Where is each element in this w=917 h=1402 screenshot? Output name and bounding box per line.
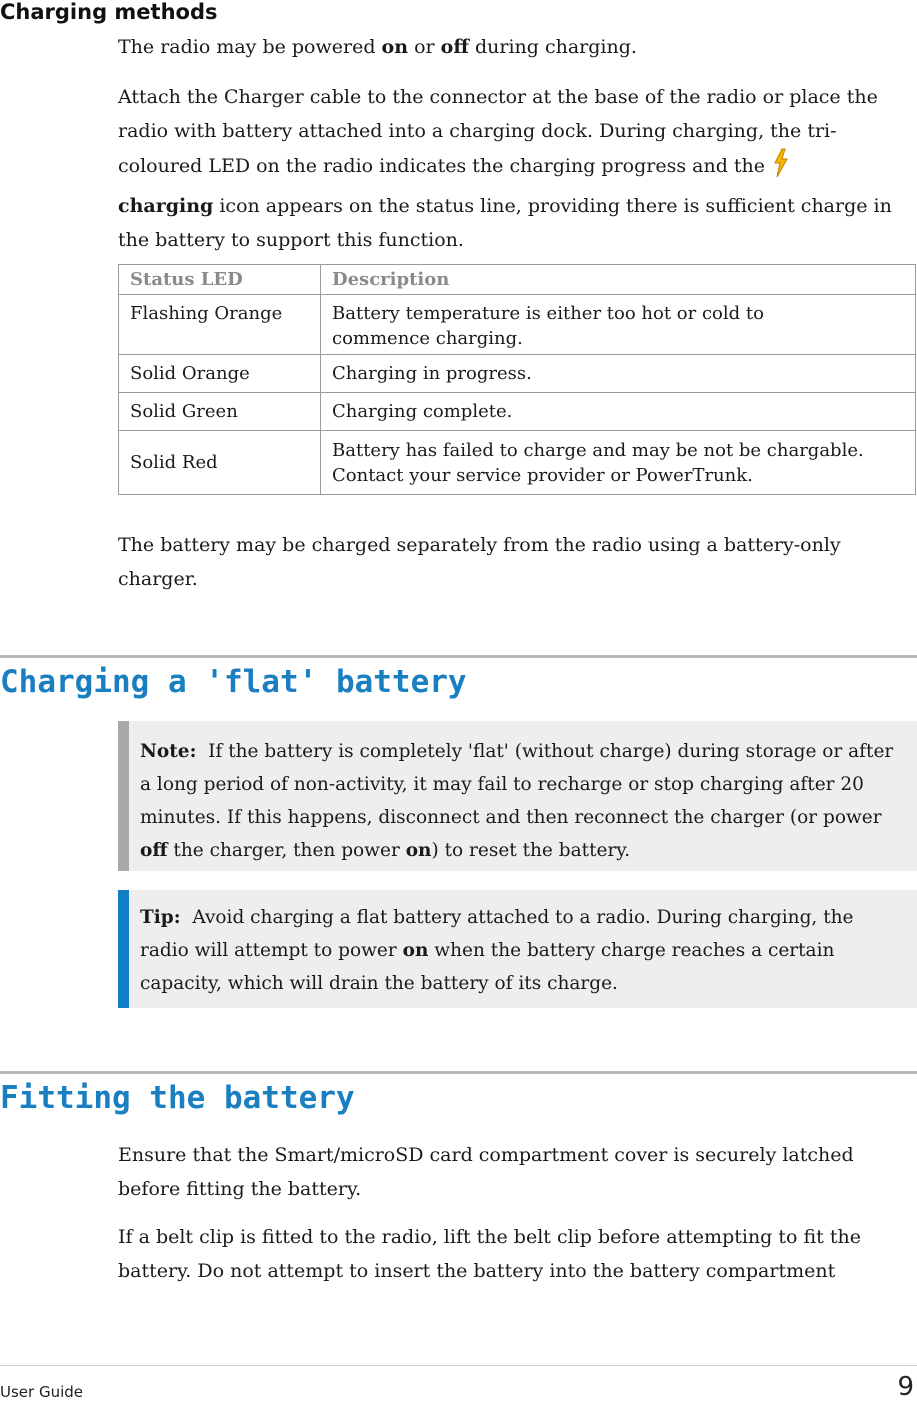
table-row	[119, 431, 916, 495]
led-status-cell: Solid Green	[119, 393, 321, 431]
section-divider	[0, 1071, 917, 1074]
section-divider	[0, 655, 917, 658]
text-run: when the battery charge reaches a certain capacity, which will drain the battery of its charge.	[140, 940, 835, 994]
text-run: If the battery is completely 'flat' (without charge) during storage or after a long period of non-activity, it may fail to recharge or stop charging after 20 minutes. If this happens, disconnect and then reconnect the charger (or power	[140, 741, 894, 828]
text-run: The radio may be powered	[118, 36, 382, 58]
column-header-description: Description	[321, 265, 916, 295]
page-number: 9	[897, 1372, 914, 1402]
status-led-table	[118, 264, 916, 495]
text-run: Attach the Charger cable to the connector at the base of the radio or place the radio with battery attached into a charging dock. During charging, the tri-coloured LED on the radio indicates the charging progress and the	[118, 86, 878, 177]
footer-divider	[0, 1365, 917, 1366]
powered-paragraph	[118, 30, 898, 64]
text-run: Avoid charging a flat battery attached to a radio. During charging, the radio will attempt to power	[140, 907, 854, 961]
led-description-cell: Battery temperature is either too hot or cold to commence charging.	[321, 295, 916, 355]
table-row	[119, 295, 916, 355]
led-status-cell: Solid Red	[119, 431, 321, 495]
charging-methods-heading: Charging methods	[0, 0, 218, 24]
text-run: icon appears on the status line, providing there is sufficient charge in the battery to support this function.	[118, 195, 892, 251]
tip-bar	[118, 890, 129, 1008]
led-status-cell: Solid Orange	[119, 355, 321, 393]
flat-battery-heading: Charging a 'flat' battery	[0, 664, 467, 700]
led-description-cell: Battery has failed to charge and may be not be chargable. Contact your service provider or PowerTrunk.	[321, 431, 916, 495]
text-run: the charger, then power	[167, 840, 406, 861]
text-run: during charging.	[468, 36, 637, 58]
table-row	[119, 355, 916, 393]
bold-on: on	[405, 840, 432, 861]
text-run: or	[408, 36, 441, 58]
table-row	[119, 393, 916, 431]
separate-charging-paragraph: The battery may be charged separately from the radio using a battery-only charger.	[118, 534, 841, 590]
bold-off: off	[440, 36, 469, 58]
tip-label: Tip:	[140, 907, 181, 928]
led-description-cell: Charging complete.	[321, 393, 916, 431]
belt-clip-paragraph: If a belt clip is fitted to the radio, lift the belt clip before attempting to fit the battery. Do not attempt to insert the battery into the battery compartment	[118, 1226, 861, 1282]
bold-off: off	[140, 840, 168, 861]
bold-charging: charging	[118, 195, 214, 217]
bold-on: on	[402, 940, 429, 961]
note-label: Note:	[140, 741, 197, 762]
fitting-battery-heading: Fitting the battery	[0, 1080, 355, 1116]
table-header-row	[119, 265, 916, 295]
tip-callout	[118, 890, 917, 1008]
note-bar	[118, 721, 129, 871]
column-header-status-led: Status LED	[119, 265, 321, 295]
led-description-cell: Charging in progress.	[321, 355, 916, 393]
led-status-cell: Flashing Orange	[119, 295, 321, 355]
compartment-cover-paragraph: Ensure that the Smart/microSD card compartment cover is securely latched before fitting the battery.	[118, 1144, 854, 1200]
text-run: ) to reset the battery.	[431, 840, 631, 861]
footer-title: User Guide	[0, 1383, 84, 1401]
note-callout	[118, 721, 917, 871]
attach-charger-paragraph	[118, 80, 916, 257]
charging-bolt-icon	[773, 148, 789, 189]
bold-on: on	[381, 36, 409, 58]
